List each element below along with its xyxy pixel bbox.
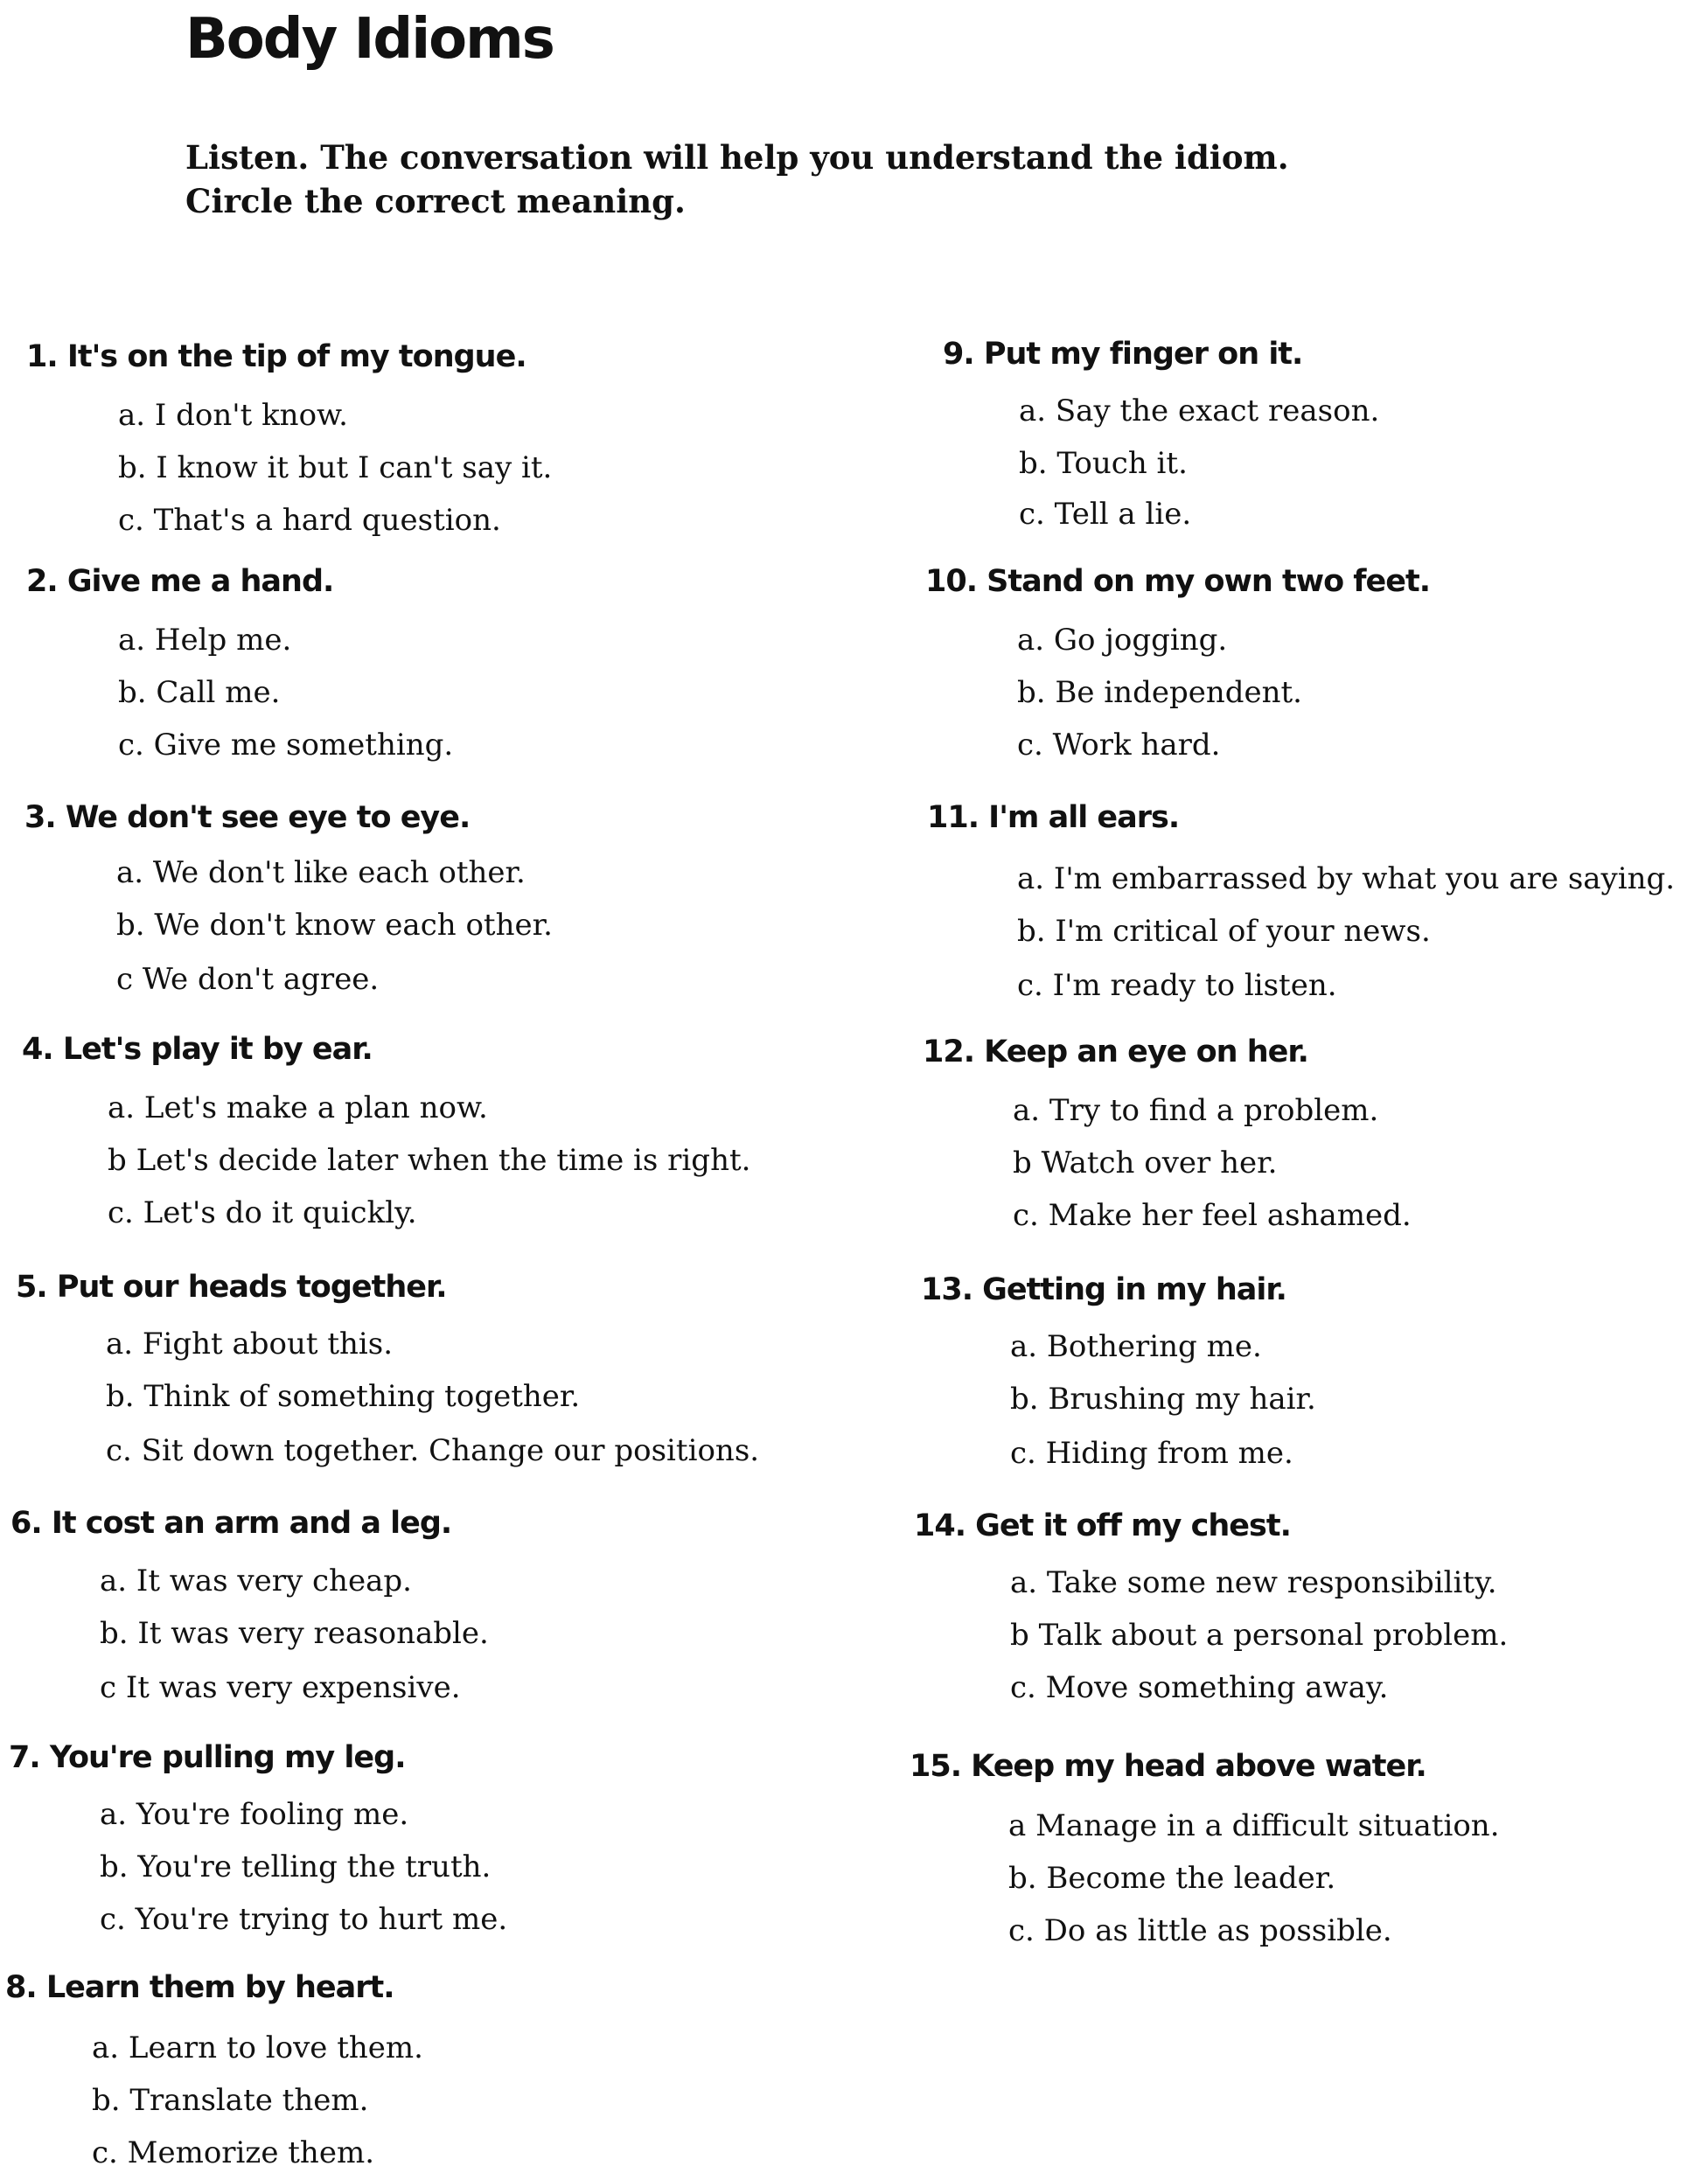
answer-option[interactable]: c. Work hard. xyxy=(1017,728,1221,763)
answer-option[interactable]: b. I'm critical of your news. xyxy=(1017,914,1431,949)
answer-option[interactable]: a. Help me. xyxy=(118,623,292,658)
question-title: 6. It cost an arm and a leg. xyxy=(10,1506,452,1541)
answer-option[interactable]: b. It was very reasonable. xyxy=(100,1616,489,1651)
answer-option[interactable]: c. Move something away. xyxy=(1010,1670,1389,1705)
answer-option[interactable]: a. Go jogging. xyxy=(1017,623,1228,658)
page-title: Body Idioms xyxy=(185,7,554,72)
answer-option[interactable]: b. I know it but I can't say it. xyxy=(118,450,553,485)
answer-option[interactable]: b. We don't know each other. xyxy=(116,908,553,943)
answer-option[interactable]: c. Do as little as possible. xyxy=(1008,1913,1392,1948)
answer-option[interactable]: c. I'm ready to listen. xyxy=(1017,968,1337,1003)
answer-option[interactable]: c. Sit down together. Change our positions. xyxy=(106,1433,760,1468)
question-title: 14. Get it off my chest. xyxy=(914,1508,1291,1543)
answer-option[interactable]: c. Give me something. xyxy=(118,728,454,763)
answer-option[interactable]: b Let's decide later when the time is right. xyxy=(108,1143,751,1178)
question-title: 8. Learn them by heart. xyxy=(5,1970,394,2005)
answer-option[interactable]: a. Let's make a plan now. xyxy=(108,1090,488,1125)
answer-option[interactable]: a. It was very cheap. xyxy=(100,1564,412,1598)
answer-option[interactable]: a. Try to find a problem. xyxy=(1013,1093,1379,1128)
answer-option[interactable]: c. Tell a lie. xyxy=(1019,497,1192,532)
question-title: 4. Let's play it by ear. xyxy=(22,1032,373,1067)
instruction-line: Listen. The conversation will help you understand the idiom. xyxy=(185,138,1289,177)
answer-option[interactable]: c. That's a hard question. xyxy=(118,503,501,538)
answer-option[interactable]: a. We don't like each other. xyxy=(116,855,526,890)
answer-option[interactable]: c We don't agree. xyxy=(116,962,380,997)
answer-option[interactable]: a. Learn to love them. xyxy=(92,2030,423,2065)
answer-option[interactable]: b. Translate them. xyxy=(92,2083,369,2118)
question-title: 1. It's on the tip of my tongue. xyxy=(26,339,526,374)
question-title: 9. Put my finger on it. xyxy=(943,337,1303,372)
answer-option[interactable]: b. Call me. xyxy=(118,675,281,710)
answer-option[interactable]: b. Think of something together. xyxy=(106,1379,581,1414)
answer-option[interactable]: c. Let's do it quickly. xyxy=(108,1195,417,1230)
answer-option[interactable]: b Watch over her. xyxy=(1013,1146,1278,1181)
answer-option[interactable]: a. Say the exact reason. xyxy=(1019,394,1380,428)
question-title: 15. Keep my head above water. xyxy=(910,1749,1426,1784)
question-title: 3. We don't see eye to eye. xyxy=(24,800,471,835)
answer-option[interactable]: c. Hiding from me. xyxy=(1010,1436,1293,1471)
answer-option[interactable]: b. Brushing my hair. xyxy=(1010,1382,1316,1417)
answer-option[interactable]: b. You're telling the truth. xyxy=(100,1849,491,1884)
question-title: 2. Give me a hand. xyxy=(26,564,334,599)
answer-option[interactable]: a. You're fooling me. xyxy=(100,1797,409,1832)
answer-option[interactable]: b. Touch it. xyxy=(1019,446,1188,481)
question-title: 11. I'm all ears. xyxy=(927,800,1180,835)
answer-option[interactable]: b Talk about a personal problem. xyxy=(1010,1618,1509,1653)
answer-option[interactable]: a. Bothering me. xyxy=(1010,1329,1262,1364)
question-title: 10. Stand on my own two feet. xyxy=(925,564,1431,599)
question-title: 7. You're pulling my leg. xyxy=(9,1740,406,1775)
answer-option[interactable]: a. Fight about this. xyxy=(106,1327,394,1362)
answer-option[interactable]: b. Be independent. xyxy=(1017,675,1302,710)
answer-option[interactable]: c It was very expensive. xyxy=(100,1670,461,1705)
question-title: 13. Getting in my hair. xyxy=(921,1272,1286,1307)
answer-option[interactable]: a. Take some new responsibility. xyxy=(1010,1565,1497,1600)
instruction-line: Circle the correct meaning. xyxy=(185,182,686,220)
answer-option[interactable]: c. You're trying to hurt me. xyxy=(100,1902,508,1937)
answer-option[interactable]: a Manage in a difficult situation. xyxy=(1008,1808,1500,1843)
question-title: 12. Keep an eye on her. xyxy=(923,1034,1308,1069)
answer-option[interactable]: c. Memorize them. xyxy=(92,2135,374,2170)
answer-option[interactable]: b. Become the leader. xyxy=(1008,1861,1336,1896)
answer-option[interactable]: a. I'm embarrassed by what you are saying. xyxy=(1017,861,1676,896)
answer-option[interactable]: c. Make her feel ashamed. xyxy=(1013,1198,1412,1233)
question-title: 5. Put our heads together. xyxy=(16,1270,447,1305)
answer-option[interactable]: a. I don't know. xyxy=(118,398,348,433)
